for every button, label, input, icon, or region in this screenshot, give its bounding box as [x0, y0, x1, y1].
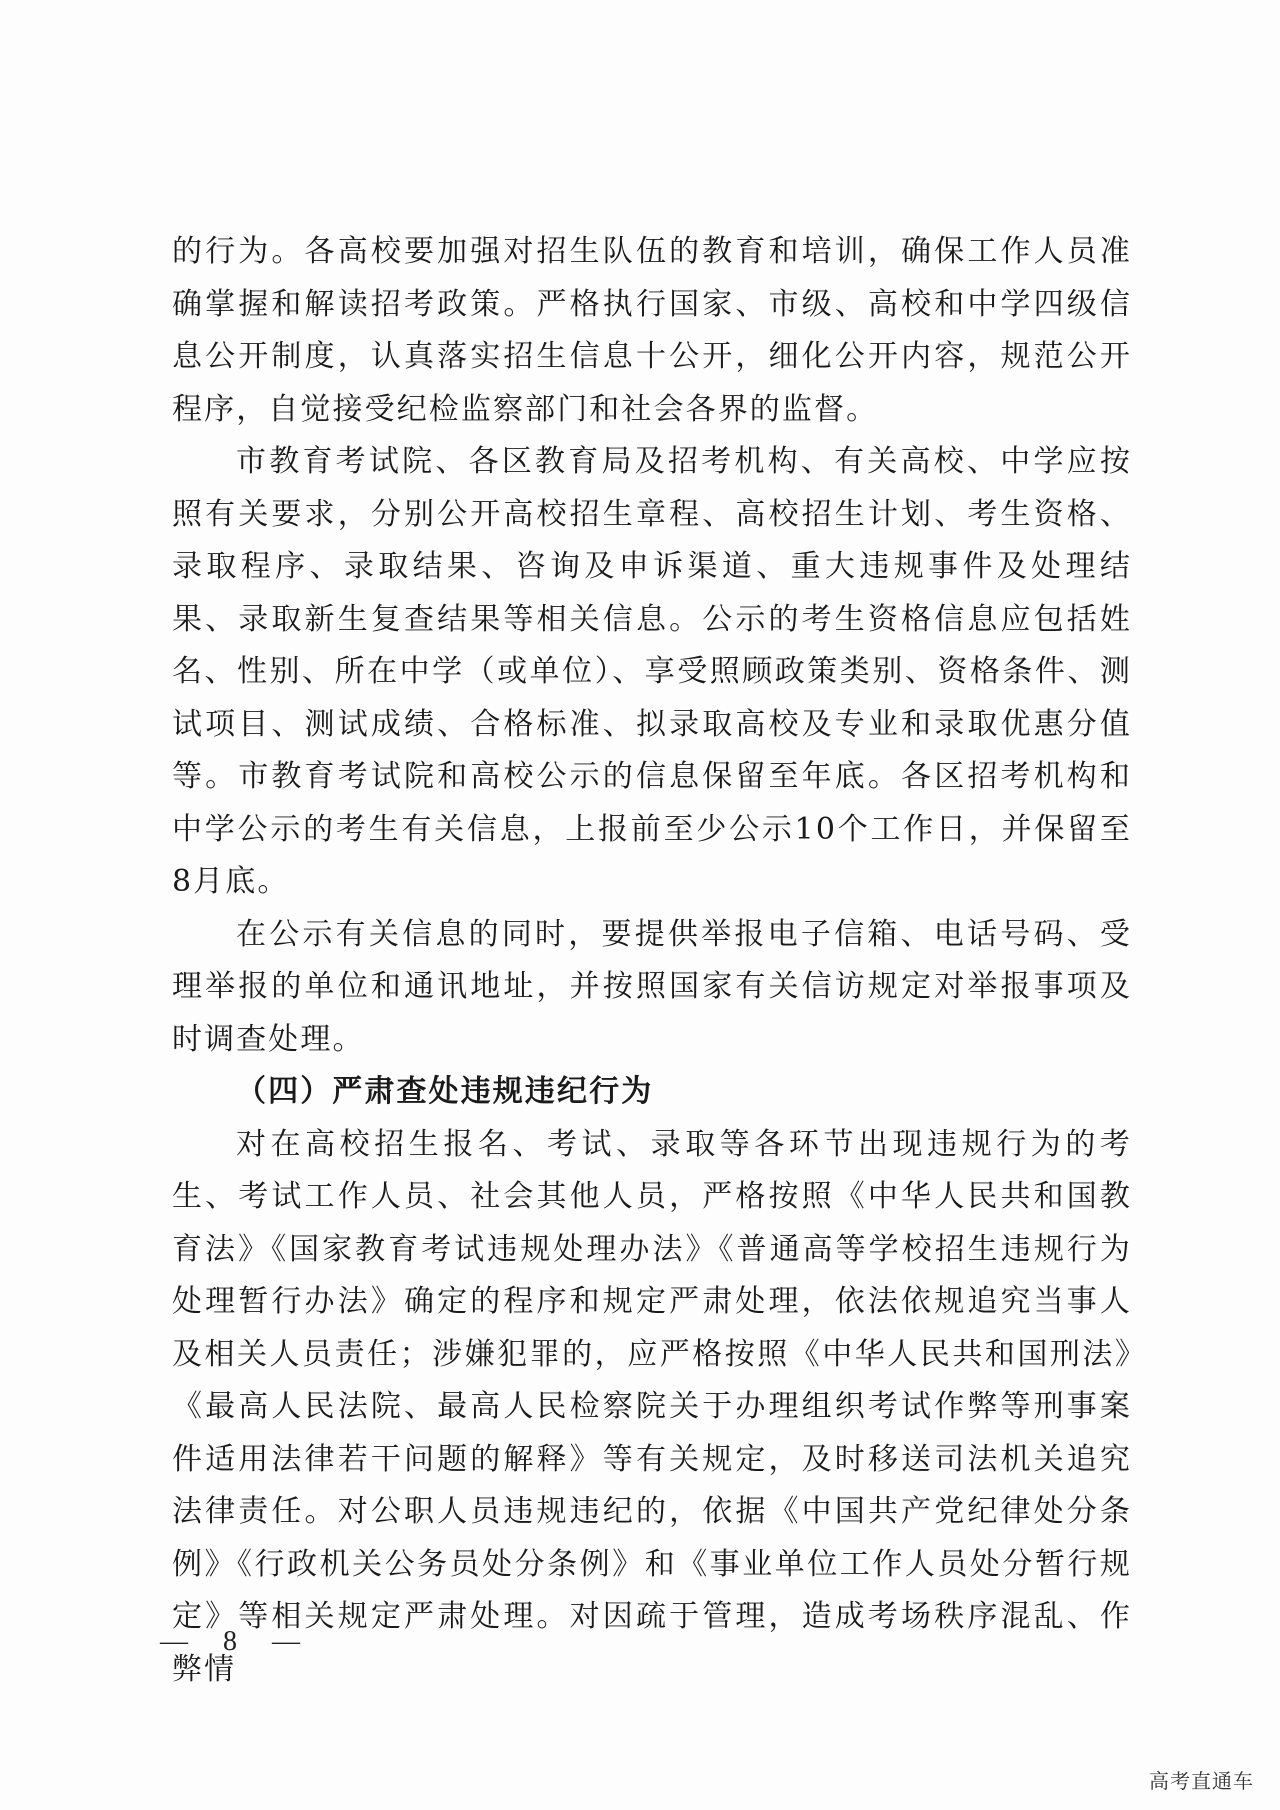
section-heading: （四）严肃查处违规违纪行为: [236, 1074, 654, 1109]
page-number: — 8 —: [160, 1626, 314, 1657]
watermark: 高考直通车: [1149, 1769, 1254, 1793]
paragraph-continuation: 的行为。各高校要加强对招生队伍的教育和培训，确保工作人员准确掌握和解读招考政策。严格执行国家、市级、高校和中学四级信息公开制度，认真落实招生信息十公开，细化公开内容，规范公开程序，自觉接受纪检监察部门和社会各界的监督。: [172, 234, 1132, 427]
paragraph-violations: 对在高校招生报名、考试、录取等各环节出现违规行为的考生、考试工作人员、社会其他人员，严格按照《中华人民共和国教育法》《国家教育考试违规处理办法》《普通高等学校招生违规行为处理暂行办法》确定的程序和规定严肃处理，依法依规追究当事人及相关人员责任；涉嫌犯罪的，应严格按照《中华人民共和国刑法》《最高人民法院、最高人民检察院关于办理组织考试作弊等刑事案件适用法律若干问题的解释》等有关规定，及时移送司法机关追究法律责任。对公职人员违规违纪的，依据《中国共产党纪律处分条例》《行政机关公务员处分条例》和《事业单位工作人员处分暂行规定》等相关规定严肃处理。对因疏于管理，造成考场秩序混乱、作弊情: [172, 1126, 1132, 1687]
paragraph-reporting: 在公示有关信息的同时，要提供举报电子信箱、电话号码、受理举报的单位和通讯地址，并按照国家有关信访规定对举报事项及时调查处理。: [172, 916, 1132, 1057]
paragraph-disclosure: 市教育考试院、各区教育局及招考机构、有关高校、中学应按照有关要求，分别公开高校招生章程、高校招生计划、考生资格、录取程序、录取结果、咨询及申诉渠道、重大违规事件及处理结果、录取新生复查结果等相关信息。公示的考生资格信息应包括姓名、性别、所在中学（或单位）、享受照顾政策类别、资格条件、测试项目、测试成绩、合格标准、拟录取高校及专业和录取优惠分值等。市教育考试院和高校公示的信息保留至年底。各区招考机构和中学公示的考生有关信息，上报前至少公示10个工作日，并保留至8月底。: [172, 444, 1132, 899]
document-body: [172, 226, 1132, 1696]
